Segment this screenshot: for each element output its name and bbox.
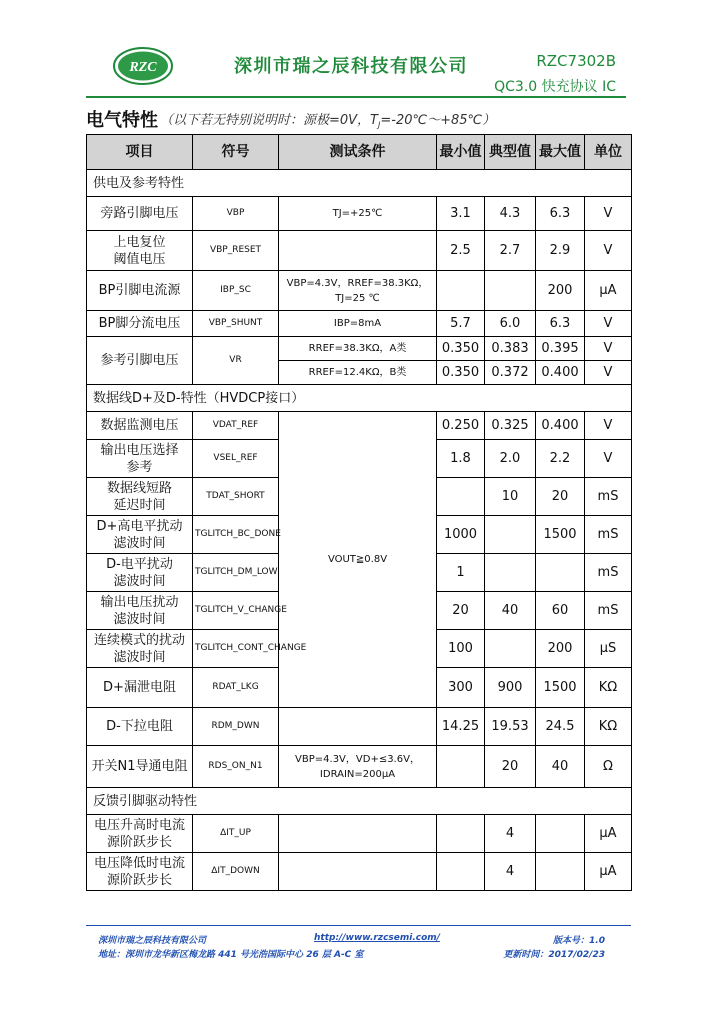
cell-typ xyxy=(485,271,536,311)
cell-unit: mS xyxy=(585,478,632,516)
cell-typ: 6.0 xyxy=(485,311,536,337)
electrical-characteristics-table xyxy=(86,134,632,891)
footer-divider xyxy=(86,925,631,926)
cell-min: 300 xyxy=(437,668,485,708)
cell-typ: 4.3 xyxy=(485,197,536,231)
col-header-item: 项目 xyxy=(87,135,193,170)
cell-unit: μA xyxy=(585,271,632,311)
cell-typ xyxy=(485,554,536,592)
cell-min: 14.25 xyxy=(437,708,485,746)
cell-unit: V xyxy=(585,361,632,385)
table-row xyxy=(87,197,632,231)
footer-date: 更新时间：2017/02/23 xyxy=(503,950,605,960)
col-header-max: 最大值 xyxy=(536,135,585,170)
cell-min: 0.250 xyxy=(437,412,485,440)
cell-min xyxy=(437,815,485,853)
cell-symbol: TGLITCH_DM_LOW xyxy=(193,554,279,592)
footer-url-link[interactable]: http://www.rzcsemi.com/ xyxy=(314,933,440,943)
cell-max: 0.400 xyxy=(536,412,585,440)
cell-item: D+漏泄电阻 xyxy=(87,668,193,708)
cell-min: 1000 xyxy=(437,516,485,554)
cell-symbol: VSEL_REF xyxy=(193,440,279,478)
cell-condition: RREF=38.3KΩ，A类 xyxy=(279,337,437,361)
cell-item: D-下拉电阻 xyxy=(87,708,193,746)
cell-item: 开关N1导通电阻 xyxy=(87,746,193,788)
cell-unit: V xyxy=(585,412,632,440)
cell-min: 0.350 xyxy=(437,337,485,361)
cell-unit: μS xyxy=(585,630,632,668)
cell-typ: 2.7 xyxy=(485,231,536,271)
cell-symbol: VBP xyxy=(193,197,279,231)
cell-max: 200 xyxy=(536,271,585,311)
cell-unit: V xyxy=(585,311,632,337)
cell-item: 输出电压扰动 滤波时间 xyxy=(87,592,193,630)
cell-max xyxy=(536,554,585,592)
cell-item: 上电复位 阈值电压 xyxy=(87,231,193,271)
cell-unit: Ω xyxy=(585,746,632,788)
col-header-typ: 典型值 xyxy=(485,135,536,170)
cell-symbol: TGLITCH_V_CHANGE xyxy=(193,592,279,630)
cell-item: D+高电平扰动 滤波时间 xyxy=(87,516,193,554)
cell-min: 2.5 xyxy=(437,231,485,271)
table-row xyxy=(87,271,632,311)
cell-unit: V xyxy=(585,231,632,271)
cell-unit: KΩ xyxy=(585,668,632,708)
cell-symbol: RDAT_LKG xyxy=(193,668,279,708)
cell-condition: VOUT≧0.8V xyxy=(279,412,437,708)
page-footer xyxy=(86,925,631,965)
cell-max xyxy=(536,815,585,853)
cell-typ: 20 xyxy=(485,746,536,788)
header-company-name: 深圳市瑞之辰科技有限公司 xyxy=(234,56,468,77)
cell-max: 60 xyxy=(536,592,585,630)
table-row xyxy=(87,815,632,853)
cell-unit: V xyxy=(585,440,632,478)
cell-min: 100 xyxy=(437,630,485,668)
cell-unit: V xyxy=(585,197,632,231)
cell-symbol: ΔIT_UP xyxy=(193,815,279,853)
cell-min: 1 xyxy=(437,554,485,592)
cell-typ: 4 xyxy=(485,815,536,853)
col-header-min: 最小值 xyxy=(437,135,485,170)
cell-min: 5.7 xyxy=(437,311,485,337)
table-row xyxy=(87,337,632,361)
group-row xyxy=(87,170,632,197)
cell-max: 2.9 xyxy=(536,231,585,271)
cell-max: 0.395 xyxy=(536,337,585,361)
cell-symbol: VR xyxy=(193,337,279,385)
cell-max: 6.3 xyxy=(536,197,585,231)
table-row xyxy=(87,311,632,337)
cell-max: 1500 xyxy=(536,516,585,554)
cell-item: 数据线短路 延迟时间 xyxy=(87,478,193,516)
cell-typ: 0.325 xyxy=(485,412,536,440)
cell-unit: mS xyxy=(585,516,632,554)
col-header-unit: 单位 xyxy=(585,135,632,170)
footer-company: 深圳市瑞之辰科技有限公司 xyxy=(98,936,207,946)
cell-item: 连续模式的扰动 滤波时间 xyxy=(87,630,193,668)
table-row xyxy=(87,746,632,788)
cell-symbol: TDAT_SHORT xyxy=(193,478,279,516)
cell-symbol: VBP_RESET xyxy=(193,231,279,271)
cell-item: BP引脚电流源 xyxy=(87,271,193,311)
cell-max xyxy=(536,853,585,891)
cell-max: 0.400 xyxy=(536,361,585,385)
cell-condition xyxy=(279,708,437,746)
cell-symbol: VBP_SHUNT xyxy=(193,311,279,337)
cell-item: D-电平扰动 滤波时间 xyxy=(87,554,193,592)
cell-condition xyxy=(279,231,437,271)
cell-item: BP脚分流电压 xyxy=(87,311,193,337)
cell-typ: 10 xyxy=(485,478,536,516)
cell-typ: 0.383 xyxy=(485,337,536,361)
cell-condition: VBP=4.3V，VD+≤3.6V， IDRAIN=200μA xyxy=(279,746,437,788)
cell-symbol: TGLITCH_CONT_CHANGE xyxy=(193,630,279,668)
cell-symbol: RDS_ON_N1 xyxy=(193,746,279,788)
col-header-symbol: 符号 xyxy=(193,135,279,170)
cell-typ: 2.0 xyxy=(485,440,536,478)
cell-unit: μA xyxy=(585,853,632,891)
cell-condition xyxy=(279,815,437,853)
cell-symbol: ΔIT_DOWN xyxy=(193,853,279,891)
cell-typ xyxy=(485,516,536,554)
cell-max: 24.5 xyxy=(536,708,585,746)
header-part-number: RZC7302B xyxy=(536,52,616,70)
cell-typ: 0.372 xyxy=(485,361,536,385)
cell-condition: TJ=+25℃ xyxy=(279,197,437,231)
footer-version: 版本号：1.0 xyxy=(553,936,605,946)
col-header-condition: 测试条件 xyxy=(279,135,437,170)
header-divider xyxy=(86,96,626,98)
cell-condition xyxy=(279,853,437,891)
cell-item: 数据监测电压 xyxy=(87,412,193,440)
cell-symbol: IBP_SC xyxy=(193,271,279,311)
page-header xyxy=(0,0,720,100)
cell-item: 电压降低时电流 源阶跃步长 xyxy=(87,853,193,891)
cell-min xyxy=(437,853,485,891)
cell-symbol: TGLITCH_BC_DONE xyxy=(193,516,279,554)
section-title: 电气特性 xyxy=(86,110,158,131)
cell-typ: 19.53 xyxy=(485,708,536,746)
cell-max: 2.2 xyxy=(536,440,585,478)
cell-max: 200 xyxy=(536,630,585,668)
cell-max: 1500 xyxy=(536,668,585,708)
cell-typ xyxy=(485,630,536,668)
cell-unit: V xyxy=(585,337,632,361)
table-row xyxy=(87,412,632,440)
group-row xyxy=(87,788,632,815)
section-note: （以下若无特别说明时：源极=0V，$T_J=-20℃\sim+85℃$） xyxy=(160,113,496,130)
cell-symbol: VDAT_REF xyxy=(193,412,279,440)
group-label: 供电及参考特性 xyxy=(87,170,632,197)
cell-min xyxy=(437,746,485,788)
table-row xyxy=(87,853,632,891)
table-row xyxy=(87,231,632,271)
cell-unit: mS xyxy=(585,592,632,630)
table-header-row xyxy=(87,135,632,170)
cell-item: 输出电压选择 参考 xyxy=(87,440,193,478)
table-row xyxy=(87,708,632,746)
group-label: 数据线D+及D-特性（HVDCP接口） xyxy=(87,385,632,412)
header-product: QC3.0 快充协议 IC xyxy=(494,79,616,95)
cell-typ: 4 xyxy=(485,853,536,891)
cell-symbol: RDM_DWN xyxy=(193,708,279,746)
cell-max: 20 xyxy=(536,478,585,516)
cell-typ: 900 xyxy=(485,668,536,708)
group-label: 反馈引脚驱动特性 xyxy=(87,788,632,815)
cell-min: 0.350 xyxy=(437,361,485,385)
cell-unit: mS xyxy=(585,554,632,592)
cell-min: 20 xyxy=(437,592,485,630)
cell-min: 3.1 xyxy=(437,197,485,231)
cell-typ: 40 xyxy=(485,592,536,630)
cell-min xyxy=(437,271,485,311)
group-row xyxy=(87,385,632,412)
cell-condition: VBP=4.3V，RREF=38.3KΩ， TJ=25 ℃ xyxy=(279,271,437,311)
cell-condition: RREF=12.4KΩ，B类 xyxy=(279,361,437,385)
cell-item: 参考引脚电压 xyxy=(87,337,193,385)
cell-condition: IBP=8mA xyxy=(279,311,437,337)
cell-min xyxy=(437,478,485,516)
logo-text: RZC xyxy=(129,60,157,75)
cell-item: 旁路引脚电压 xyxy=(87,197,193,231)
cell-unit: KΩ xyxy=(585,708,632,746)
footer-address: 地址：深圳市龙华新区梅龙路 441 号光浩国际中心 26 层 A-C 室 xyxy=(98,950,364,960)
cell-max: 40 xyxy=(536,746,585,788)
cell-min: 1.8 xyxy=(437,440,485,478)
cell-max: 6.3 xyxy=(536,311,585,337)
cell-unit: μA xyxy=(585,815,632,853)
rzc-logo-icon xyxy=(112,46,174,86)
cell-item: 电压升高时电流 源阶跃步长 xyxy=(87,815,193,853)
